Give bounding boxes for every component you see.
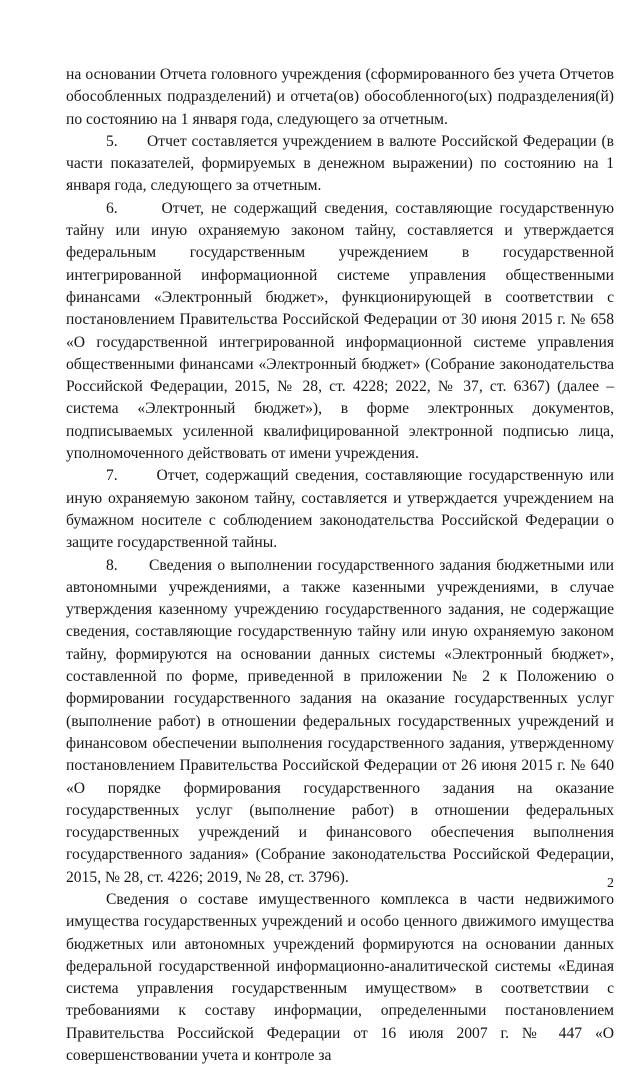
paragraph-8: 8. Сведения о выполнении государственного задания бюджетными или автономными учреждениями, а также казенными учреждениями, в случае утверждения казенному учреждению государственного задания, не содержащие сведения, составляющие государственную тайну или иную охраняемую законом тайну, формируются на основании данных системы «Электронный бюджет», составленной по форме, приведенной в приложении № 2 к Положению о формировании государственного задания на оказание государственных услуг (выполнение работ) в отношении федеральных государственных учреждений и финансовом обеспечении выполнения государственного задания, утвержденному постановлением Правительства Российской Федерации от 26 июня 2015 г. № 640 «О порядке формирования государственного задания на оказание государственных услуг (выполнение работ) в отношении федеральных государственных учреждений и финансового обеспечения выполнения государственного задания» (Собрание законодательства Российской Федерации, 2015, № 28, ст. 4226; 2019, № 28, ст. 3796). (66, 556, 614, 886)
paragraph-6: 6. Отчет, не содержащий сведения, составляющие государственную тайну или иную охраняемую законом тайну, составляется и утверждается федеральным государственным учреждением в государственной интегрированной информационной системе управления общественными финансами «Электронный бюджет», функционирующей в соответствии с постановлением Правительства Российской Федерации от 30 июня 2015 г. № 658 «О государственной интегрированной информационной системе управления общественными финансами «Электронный бюджет» (Собрание законодательства Российской Федерации, 2015, № 28, ст. 4228; 2022, № 37, ст. 6367) (далее – система «Электронный бюджет»), в форме электронных документов, подписываемых усиленной квалифицированной электронной подписью лица, уполномоченного действовать от имени учреждения. (66, 199, 614, 463)
document-body (66, 64, 614, 1067)
paragraph-property-info: Сведения о составе имущественного комплекса в части недвижимого имущества государственных учреждений и особо ценного движимого имущества бюджетных или автономных учреждений формируются на основании данных федеральной государственной информационно-аналитической системы «Единая система управления государственным имуществом» в соответствии с требованиями к составу информации, определенными постановлением Правительства Российской Федерации от 16 июля 2007 г. № 447 «О совершенствовании учета и контроле за (66, 890, 614, 1065)
paragraph-continuation: на основании Отчета головного учреждения (сформированного без учета Отчетов обособленных подразделений) и отчета(ов) обособленного(ых) подразделения(й) по состоянию на 1 января года, следующего за отчетным. (66, 66, 614, 128)
paragraph-7: 7. Отчет, содержащий сведения, составляющие государственную или иную охраняемую законом тайну, составляется и утверждается учреждением на бумажном носителе с соблюдением законодательства Российской Федерации о защите государственной тайны. (66, 467, 614, 552)
page-number: 2 (607, 876, 614, 891)
paragraph-5: 5. Отчет составляется учреждением в валюте Российской Федерации (в части показателей, формируемых в денежном выражении) по состоянию на 1 января года, следующего за отчетным. (66, 132, 614, 195)
